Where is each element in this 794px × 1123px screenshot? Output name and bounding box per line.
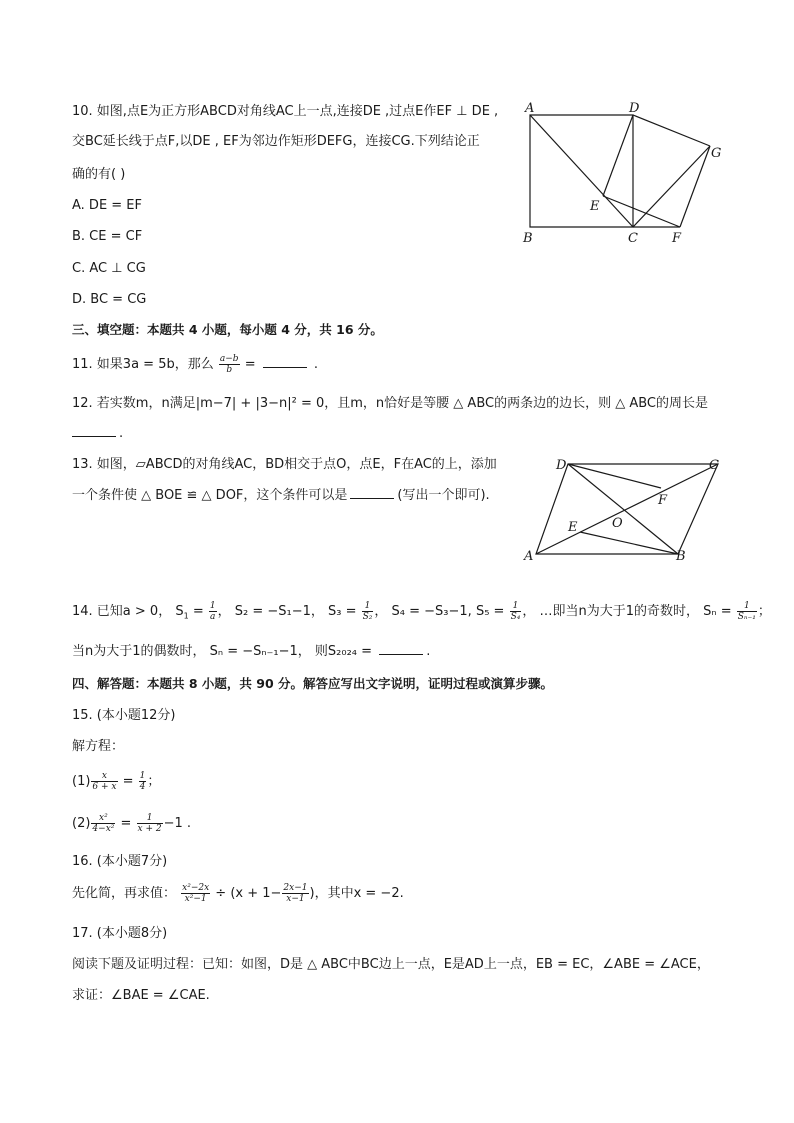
q10-option-b: B. CE = CF bbox=[72, 229, 143, 244]
q15-equation-1: (1) $\frac{x}{6 + x}$ = $\frac{1}{4}$ ； bbox=[72, 771, 161, 792]
section-4-heading: 四、解答题：本题共 8 小题，共 90 分。解答应写出文字说明，证明过程或演算步骤。 bbox=[72, 676, 554, 691]
q13-figure bbox=[518, 452, 728, 570]
q10-segment-de bbox=[603, 115, 633, 196]
q13-diagonal-bd bbox=[568, 464, 678, 554]
q10-option-d: D. BC = CG bbox=[72, 292, 147, 307]
q10-stem-line3: 确的有( ) bbox=[72, 167, 126, 182]
q13-label-c: C bbox=[709, 458, 719, 473]
q13-label-d: D bbox=[556, 458, 567, 473]
q10-label-b: B bbox=[523, 231, 533, 246]
q17-heading: 17. (本小题8分) bbox=[72, 926, 168, 941]
q13-line1: 13. 如图，▱ABCD的对角线AC，BD相交于点O，点E，F在AC的上，添加 bbox=[72, 457, 497, 472]
q10-segment-cg bbox=[633, 146, 710, 227]
q10-segment-ef bbox=[603, 196, 680, 227]
q15-heading: 15. (本小题12分) bbox=[72, 708, 176, 723]
q12-answer-blank[interactable] bbox=[72, 424, 116, 437]
q11: 11. 如果3a = 5b，那么 $\frac{a-b}{b}$ = . bbox=[72, 354, 318, 375]
q11-answer-blank[interactable] bbox=[263, 355, 307, 368]
q10-diagonal-ac bbox=[530, 115, 633, 227]
q16-heading: 16. (本小题7分) bbox=[72, 854, 168, 869]
q12-line1: 12. 若实数m，n满足|m−7| + |3−n|² = 0，且m，n恰好是等腰 △ ABC的两条边的边长，则 △ ABC的周长是 bbox=[72, 396, 709, 411]
q10-stem-line2: 交BC延长线于点F,以DE , EF为邻边作矩形DEFG，连接CG.下列结论正 bbox=[72, 134, 480, 149]
q10-stem-line1: 10. 如图,点E为正方形ABCD对角线AC上一点,连接DE ,过点E作EF ⊥ DE , bbox=[72, 104, 499, 119]
q11-eq: = bbox=[244, 357, 260, 372]
q13-label-e: E bbox=[568, 520, 578, 535]
q10-segment-fg bbox=[680, 146, 710, 227]
q16-expression: 先化简，再求值： $\frac{\text{x²−2x}}{\text{x²−1}}$ ÷ (x + 1− $\frac{2x-1}{x-1}$ )，其中x = −2. bbox=[72, 883, 404, 904]
q10-label-d: D bbox=[629, 101, 640, 116]
q13-segment-eb bbox=[580, 532, 678, 554]
q10-label-a: A bbox=[525, 101, 535, 116]
q14-fraction-s3: $\frac{1}{\text{S₂}}$ bbox=[362, 601, 373, 622]
q14-line2: 当n为大于1的偶数时， Sₙ = −Sₙ₋₁−1， 则S₂₀₂₄ = . bbox=[72, 644, 431, 659]
q15-equation-2: (2) $\frac{\text{x²}}{\text{4−x²}}$ = $\frac{1}{x + 2}$ −1 . bbox=[72, 813, 192, 834]
q15-instruction: 解方程： bbox=[72, 739, 125, 754]
q14-fraction-sn: $\frac{1}{\text{Sₙ₋₁}}$ bbox=[737, 601, 756, 622]
q17-line2: 求证：∠BAE = ∠CAE. bbox=[72, 988, 210, 1003]
q13-label-f: F bbox=[658, 493, 668, 508]
q10-label-e: E bbox=[590, 199, 600, 214]
q14-fraction-s1: $\frac{1}{a}$ bbox=[209, 601, 216, 622]
q14-line1: 14. 已知a > 0， $S_1$ = $\frac{1}{a}$ ， S₂ = −S₁−1， S₃ = $\frac{1}{\text{S₂}}$ ， S₄ = −S₃−1, S₅ = $\frac{1}{\text{S₄}}$ ， …即当n为大于1的奇数时， Sₙ = $\frac{1}{\text{Sₙ₋₁}}$ ； bbox=[72, 601, 771, 622]
q10-label-g: G bbox=[711, 146, 722, 161]
q17-line1: 阅读下题及证明过程：已知：如图，D是 △ ABC中BC边上一点，E是AD上一点，EB = EC，∠ABE = ∠ACE， bbox=[72, 957, 710, 972]
q10-segment-dg bbox=[633, 115, 710, 146]
q14-answer-blank[interactable] bbox=[379, 642, 423, 655]
q10-option-a: A. DE = EF bbox=[72, 198, 143, 213]
q10-option-c: C. AC ⊥ CG bbox=[72, 261, 146, 276]
q13-label-o: O bbox=[612, 516, 623, 531]
section-3-heading: 三、填空题：本题共 4 小题，每小题 4 分，共 16 分。 bbox=[72, 322, 383, 337]
q10-figure bbox=[515, 100, 730, 250]
q13-label-a: A bbox=[524, 549, 534, 564]
q13-line2: 一个条件使 △ BOE ≌ △ DOF，这个条件可以是 (写出一个即可). bbox=[72, 488, 490, 503]
q10-label-f: F bbox=[672, 231, 682, 246]
q11-pre: 11. 如果3a = 5b，那么 bbox=[72, 357, 214, 372]
q10-label-c: C bbox=[628, 231, 638, 246]
q13-label-b: B bbox=[676, 549, 686, 564]
q11-fraction: $\frac{a-b}{b}$ bbox=[219, 354, 239, 375]
q14-fraction-s5: $\frac{1}{\text{S₄}}$ bbox=[510, 601, 521, 622]
q12-line2: . bbox=[72, 424, 123, 444]
q13-answer-blank[interactable] bbox=[350, 486, 394, 499]
